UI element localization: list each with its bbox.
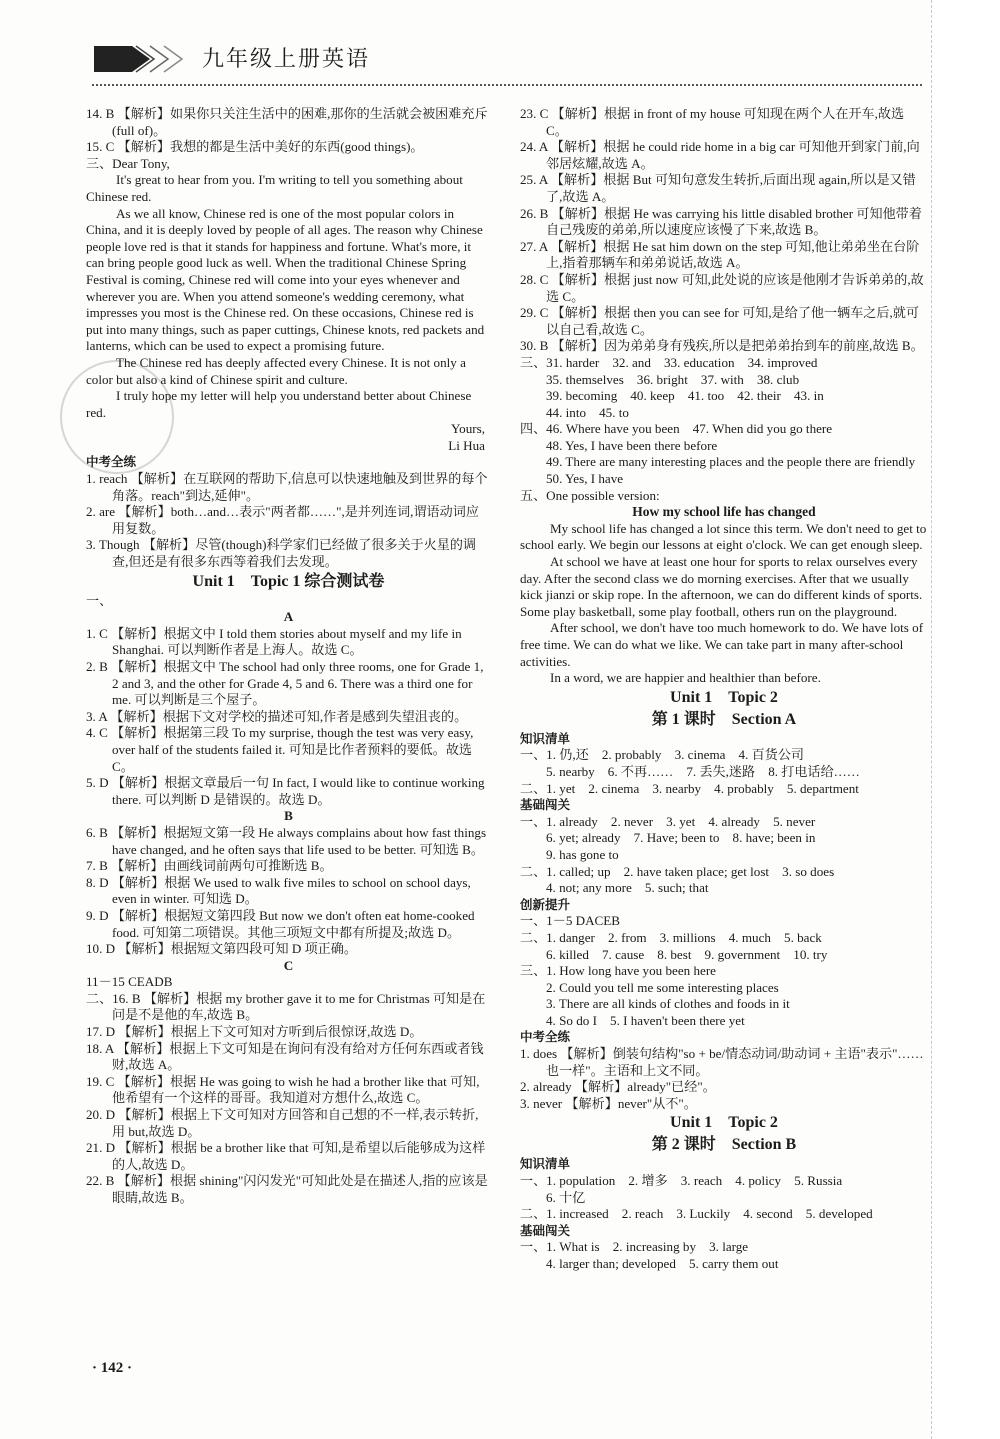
right-line: In a word, we are happier and healthier than before.	[550, 670, 821, 686]
right-line: 26. B 【解析】根据 He was carrying his little disabled brother 可知他带着自己残废的弟弟,所以速度应该慢了下来,故选 B。	[520, 205, 922, 238]
left-line: I truly hope my letter will help you understand better about Chinese red.	[86, 388, 472, 420]
right-line: 三、31. harder 32. and 33. education 34. improved	[520, 354, 818, 370]
right-line: 一、1－5 DACEB	[520, 913, 621, 929]
right-line: 27. A 【解析】根据 He sat him down on the step 可知,他让弟弟坐在台阶上,指着那辆车和弟弟说话,故选 A。	[520, 238, 920, 271]
left-line: Li Hua	[448, 437, 485, 453]
left-line: 8. D 【解析】根据 We used to walk five miles to school on school days, even in winter. 可知选 D。	[86, 874, 471, 907]
right-line: 23. C 【解析】根据 in front of my house 可知现在两个人在开车,故选 C。	[520, 106, 905, 138]
right-line: 49. There are many interesting places and the people there are friendly	[546, 454, 916, 470]
right-line: 一、1. What is 2. increasing by 3. large	[520, 1239, 749, 1255]
right-line: 9. has gone to	[546, 846, 619, 862]
right-line: 4. larger than; developed 5. carry them out	[546, 1256, 779, 1271]
right-line: Unit 1 Topic 2	[670, 688, 778, 706]
right-line: 知识清单	[520, 1156, 571, 1172]
left-line: It's great to hear from you. I'm writing to tell you something about Chinese red.	[86, 172, 463, 204]
right-line: 2. already 【解析】already"已经"。	[520, 1079, 716, 1095]
right-line: 二、1. danger 2. from 3. millions 4. much 5. back	[520, 929, 822, 945]
right-line: How my school life has changed	[632, 504, 816, 520]
right-line: 四、46. Where have you been 47. When did you go there	[520, 421, 833, 437]
page-header	[92, 36, 922, 86]
left-line: 二、16. B 【解析】根据 my brother gave it to me for Christmas 可知是在问是不是他的车,故选 B。	[86, 990, 486, 1023]
right-line: 二、1. yet 2. cinema 3. nearby 4. probably 5. department	[520, 780, 859, 796]
right-line: 48. Yes, I have been there before	[546, 437, 718, 453]
arrow-logo-icon	[92, 42, 192, 76]
left-column	[86, 106, 491, 1207]
right-line: 基础闯关	[520, 1222, 571, 1238]
right-column	[520, 106, 928, 1273]
left-line: C	[283, 957, 294, 973]
right-line: After school, we don't have too much homework to do. We have lots of free time. We can do what we like. We can take part in many after-school activities.	[520, 620, 924, 669]
right-line: 3. never 【解析】never"从不"。	[520, 1095, 697, 1111]
left-line: 1. reach 【解析】在互联网的帮助下,信息可以快速地触及到世界的每个角落。reach"到达,延伸"。	[86, 471, 488, 503]
left-line: Unit 1 Topic 1 综合测试卷	[192, 572, 385, 590]
right-line: 二、1. increased 2. reach 3. Luckily 4. second 5. developed	[520, 1206, 873, 1222]
left-line: 中考全练	[86, 454, 137, 470]
left-line: 22. B 【解析】根据 shining"闪闪发光"可知此处是在描述人,指的应该是眼睛,故选 B。	[86, 1173, 488, 1205]
left-line: 10. D 【解析】根据短文第四段可知 D 项正确。	[86, 941, 357, 957]
right-line: 第 1 课时 Section A	[651, 710, 797, 728]
right-line: 5. nearby 6. 不再…… 7. 丢失,迷路 8. 打电话给……	[546, 763, 860, 779]
right-line: 中考全练	[520, 1029, 571, 1045]
right-line: 五、One possible version:	[520, 487, 660, 503]
left-line: 3. A 【解析】根据下文对学校的描述可知,作者是感到失望沮丧的。	[86, 708, 468, 724]
left-line: 1. C 【解析】根据文中 I told them stories about myself and my life in Shanghai. 可以判断作者是上海人。故选 C。	[86, 625, 462, 658]
right-line: 28. C 【解析】根据 just now 可知,此处说的应该是他刚才告诉弟弟的,故选 C。	[520, 271, 924, 304]
right-line: 39. becoming 40. keep 41. too 42. their 43. in	[546, 388, 824, 404]
right-line: 30. B 【解析】因为弟弟身有残疾,所以是把弟弟抬到车的前座,故选 B。	[520, 338, 924, 354]
right-line: 一、1. already 2. never 3. yet 4. already 5. never	[520, 813, 816, 829]
right-line: 4. not; any more 5. such; that	[546, 880, 709, 896]
left-line: 15. C 【解析】我想的都是生活中美好的东西(good things)。	[86, 139, 424, 155]
left-line: 三、Dear Tony,	[86, 155, 170, 171]
left-line: 17. D 【解析】根据上下文可知对方听到后很惊讶,故选 D。	[86, 1024, 423, 1040]
right-line: 2. Could you tell me some interesting places	[546, 979, 779, 995]
right-line: Unit 1 Topic 2	[670, 1114, 778, 1132]
left-line: 19. C 【解析】根据 He was going to wish he had a brother like that 可知,他希望有一个这样的哥哥。我知道对方想什么,故选 C。	[86, 1073, 480, 1106]
right-line: 基础闯关	[520, 797, 571, 813]
right-line: 6. killed 7. cause 8. best 9. government 10. try	[546, 946, 828, 962]
left-line: 2. are 【解析】both…and…表示"两者都……",是并列连词,谓语动词应用复数。	[86, 504, 479, 536]
right-line: 1. does 【解析】倒装句结构"so + be/情态动词/助动词 + 主语"表示"……也一样"。主语和上文不同。	[520, 1046, 924, 1078]
left-line: 9. D 【解析】根据短文第四段 But now we don't often eat home-cooked food. 可知第二项错误。其他三项短文中都有所提及;故选 D。	[86, 907, 475, 940]
left-line: 一、	[86, 592, 113, 608]
right-line: 第 2 课时 Section B	[651, 1136, 797, 1154]
right-line: 4. So do I 5. I haven't been there yet	[546, 1012, 745, 1028]
right-line: 6. yet; already 7. Have; been to 8. have; been in	[546, 830, 816, 846]
left-line: 7. B 【解析】由画线词前两句可推断选 B。	[86, 858, 333, 874]
right-line: 50. Yes, I have	[546, 471, 624, 487]
left-line: 5. D 【解析】根据文章最后一句 In fact, I would like to continue working there. 可以判断 D 是错误的。故选 D。	[86, 775, 485, 807]
right-line: 创新提升	[520, 896, 571, 912]
right-line: 25. A 【解析】根据 But 可知句意发生转折,后面出现 again,所以是又错了,故选 A。	[520, 172, 916, 204]
right-line: 一、1. population 2. 增多 3. reach 4. policy 5. Russia	[520, 1173, 843, 1189]
right-line: 44. into 45. to	[546, 404, 629, 420]
right-line: 知识清单	[520, 730, 571, 746]
right-line: My school life has changed a lot since this term. We don't need to get to school early. We begin our lessons at eight o'clock. We can get enough sleep.	[520, 520, 927, 553]
right-line: 24. A 【解析】根据 he could ride home in a big car 可知他开到家门前,向邻居炫耀,故选 A。	[520, 139, 920, 171]
torn-page-edge	[931, 0, 1000, 1439]
left-line: 18. A 【解析】根据上下文可知是在询问有没有给对方任何东西或者钱财,故选 A。	[86, 1040, 484, 1073]
page-number: · 142 ·	[92, 1360, 133, 1376]
right-line: 二、1. called; up 2. have taken place; get lost 3. so does	[520, 863, 835, 879]
header-divider	[92, 84, 922, 86]
left-line: As we all know, Chinese red is one of the most popular colors in China, and it is deeply loved by people of all ages. The reason why Chinese people love red is that it stands for happiness and fortune. What's more, it can bring people good luck as well. When the traditional Chinese Spring Festival is coming, Chinese red will come into your eyes whenever and wherever you are. When you attend someone's wedding ceremony, what impresses you most is the Chinese red. On these occasions, Chinese red is put into many things, such as paper cuttings, Chinese knots, red packets and lanterns, which can be used to expect a promising future.	[86, 205, 485, 354]
left-line: 11－15 CEADB	[86, 974, 173, 990]
left-line: A	[283, 609, 294, 625]
right-line: At school we have at least one hour for sports to relax ourselves every day. After the second class we do morning exercises. After that we usually kick jianzi or skip rope. In the afternoon, we can do different kinds of sports. Some play basketball, some play football, others run on the playground.	[520, 554, 923, 619]
left-line: 3. Though 【解析】尽管(though)科学家们已经做了很多关于火星的调查,但还是有很多东西等着我们去发现。	[86, 537, 477, 570]
right-line: 29. C 【解析】根据 then you can see for 可知,是给了他一辆车之后,就可以自己看,故选 C。	[520, 305, 919, 337]
left-line: 21. D 【解析】根据 be a brother like that 可知,是希望以后能够成为这样的人,故选 D。	[86, 1140, 486, 1172]
header-title: 九年级上册英语	[202, 47, 371, 72]
left-line: B	[284, 808, 293, 824]
left-line: Yours,	[451, 421, 485, 437]
left-line: 2. B 【解析】根据文中 The school had only three rooms, one for Grade 1, 2 and 3, and the other for Grade 4, 5 and 6. There was a third one for me. 可以判断是三个屋子。	[86, 659, 484, 708]
left-line: 20. D 【解析】根据上下文可知对方回答和自己想的不一样,表示转折,用 but,故选 D。	[86, 1107, 479, 1139]
left-line: The Chinese red has deeply affected every Chinese. It is not only a color but also a kind of Chinese spirit and culture.	[86, 354, 466, 387]
right-line: 35. themselves 36. bright 37. with 38. club	[546, 371, 800, 387]
left-line: 4. C 【解析】根据第三段 To my surprise, though the test was very easy, over half of the students failed it. 可知是比作者预料的要低。故选 C。	[86, 725, 474, 774]
right-line: 一、1. 仍,还 2. probably 3. cinema 4. 百货公司	[520, 747, 805, 763]
right-line: 6. 十亿	[546, 1189, 586, 1205]
right-line: 三、1. How long have you been here	[520, 963, 716, 979]
right-line: 3. There are all kinds of clothes and foods in it	[546, 996, 790, 1012]
left-line: 14. B 【解析】如果你只关注生活中的困难,那你的生活就会被困难充斥(full of)。	[86, 106, 488, 138]
left-line: 6. B 【解析】根据短文第一段 He always complains about how fast things have changed, and he often says that life used to be better. 可知选 B。	[86, 824, 487, 857]
